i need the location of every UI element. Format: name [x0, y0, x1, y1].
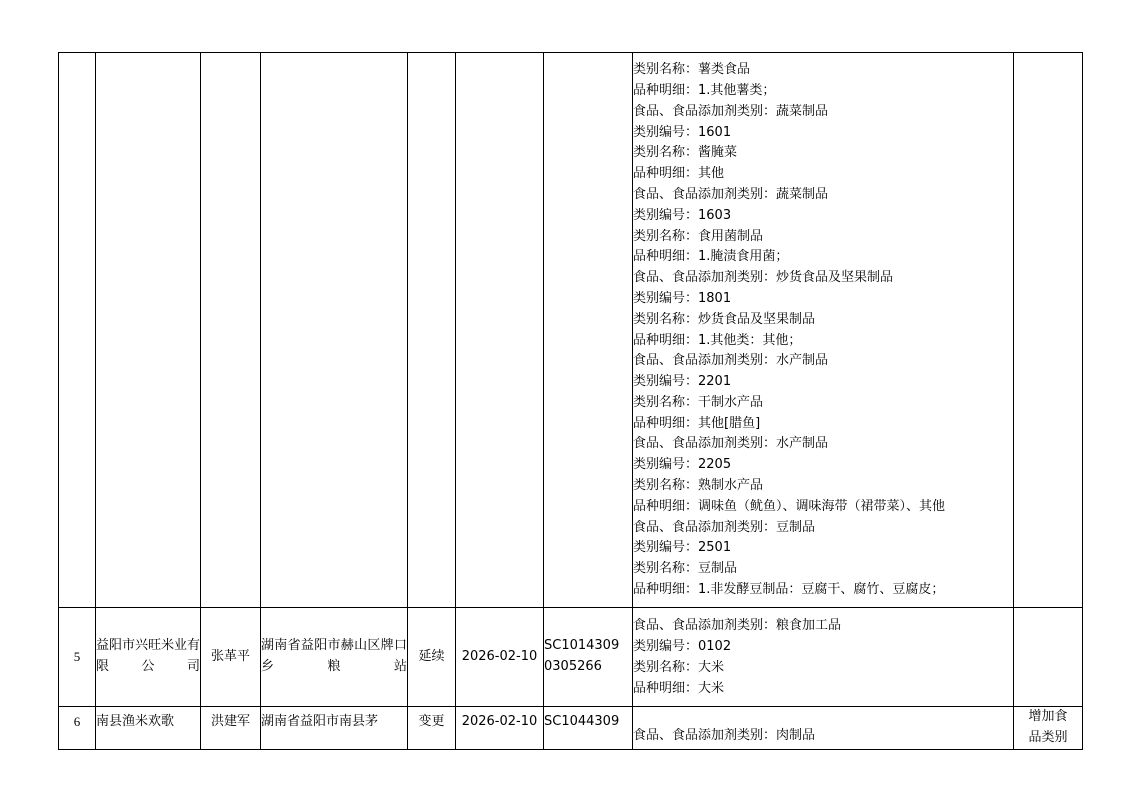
detail-line: 类别编号：0102 [633, 639, 732, 655]
detail-line: 品种明细：1.腌渍食用菌； [633, 249, 789, 265]
row-number-cell [59, 53, 96, 608]
detail-line: 食品、食品添加剂类别：粮食加工品 [633, 618, 842, 634]
note-line: 品类别 [1028, 729, 1068, 745]
company-cell: 益阳市兴旺米业有限公司 [96, 608, 201, 707]
license-number-cell [544, 53, 633, 608]
detail-line: 品种明细：调味鱼（鱿鱼）、调味海带（裙带菜）、其他 [633, 498, 946, 514]
date-cell: 2026-02-10 [456, 608, 544, 707]
food-license-table [58, 52, 1083, 750]
legal-rep-cell [201, 53, 261, 608]
detail-line: 类别名称：熟制水产品 [633, 478, 764, 494]
note-cell [1014, 707, 1083, 750]
note-cell [1014, 608, 1083, 707]
detail-line: 类别名称：干制水产品 [633, 394, 764, 410]
detail-line: 食品、食品添加剂类别：水产制品 [633, 353, 829, 369]
category-details-cell [633, 608, 1014, 707]
category-details-cell [633, 707, 1014, 750]
detail-line: 品种明细：1.其他薯类； [633, 82, 776, 98]
detail-line: 品种明细：大米 [633, 680, 725, 696]
license-number-cell [544, 608, 633, 707]
table-row [59, 53, 1083, 608]
detail-line: 类别名称：大米 [633, 660, 725, 675]
detail-line: 类别编号：2201 [633, 374, 732, 390]
address-cell: 湖南省益阳市南县茅 [261, 707, 408, 750]
legal-rep-cell: 洪建军 [201, 707, 261, 750]
license-number-line: SC1014309 [544, 638, 620, 654]
note-line: 增加食 [1028, 709, 1068, 724]
note-cell [1014, 53, 1083, 608]
category-details-cell [633, 53, 1014, 608]
date-cell [456, 53, 544, 608]
license-number-line: 0305266 [544, 659, 602, 674]
type-cell: 延续 [408, 608, 456, 707]
detail-line: 食品、食品添加剂类别：肉制品 [633, 727, 816, 743]
detail-line: 食品、食品添加剂类别：豆制品 [633, 519, 816, 535]
table-row [59, 608, 1083, 707]
type-cell: 变更 [408, 707, 456, 750]
type-cell [408, 53, 456, 608]
detail-line: 品种明细：其他 [633, 166, 725, 182]
detail-line: 类别编号：2205 [633, 457, 732, 473]
detail-line: 品种明细：1.其他类：其他； [633, 332, 802, 348]
detail-line: 品种明细：1.非发酵豆制品：豆腐干、腐竹、豆腐皮； [633, 582, 945, 598]
detail-line: 食品、食品添加剂类别：炒货食品及坚果制品 [633, 270, 894, 286]
detail-line: 类别编号：1601 [633, 124, 732, 140]
company-cell [96, 53, 201, 608]
license-number-cell: SC1044309 [544, 707, 633, 750]
table-row [59, 707, 1083, 750]
detail-line: 类别名称：豆制品 [633, 561, 738, 577]
detail-line: 类别编号：1603 [633, 207, 732, 223]
address-cell: 湖南省益阳市赫山区牌口乡粮站 [261, 608, 408, 707]
address-cell [261, 53, 408, 608]
row-number-cell: 5 [59, 608, 96, 707]
detail-line: 食品、食品添加剂类别：蔬菜制品 [633, 103, 829, 119]
detail-line: 类别编号：1801 [633, 290, 732, 306]
date-cell: 2026-02-10 [456, 707, 544, 750]
detail-line: 类别名称：薯类食品 [633, 62, 751, 78]
detail-line: 食品、食品添加剂类别：水产制品 [633, 436, 829, 452]
detail-line: 类别名称：食用菌制品 [633, 228, 764, 244]
company-cell: 南县渔米欢歌 [96, 707, 201, 750]
row-number-cell: 6 [59, 707, 96, 750]
legal-rep-cell: 张革平 [201, 608, 261, 707]
detail-line: 类别编号：2501 [633, 540, 732, 556]
detail-line: 品种明细：其他[腊鱼] [633, 415, 761, 431]
detail-line: 类别名称：酱腌菜 [633, 145, 738, 161]
detail-line: 类别名称：炒货食品及坚果制品 [633, 311, 816, 327]
detail-line: 食品、食品添加剂类别：蔬菜制品 [633, 186, 829, 202]
